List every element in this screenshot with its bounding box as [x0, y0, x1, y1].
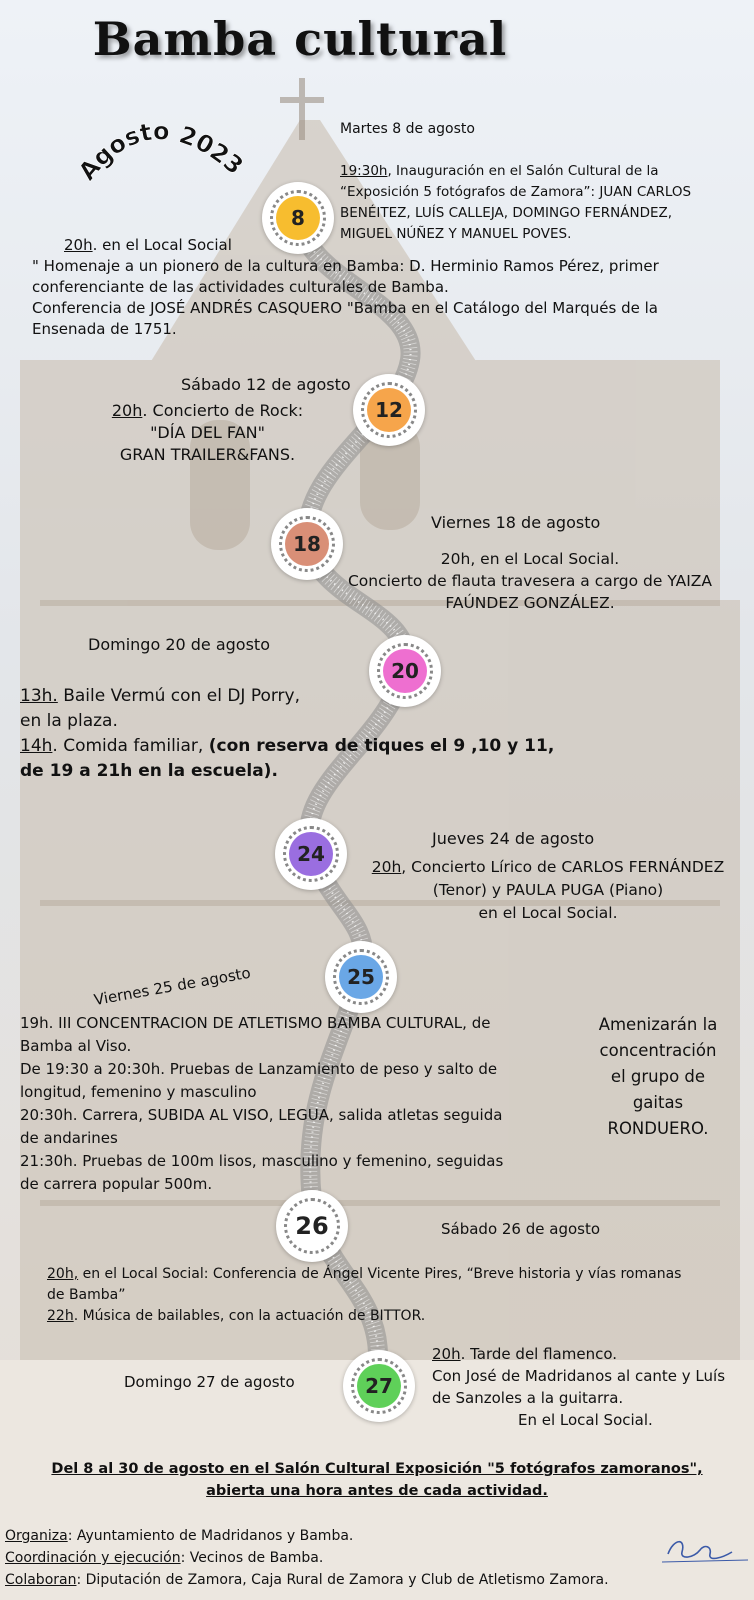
side-line: RONDUERO.	[607, 1119, 709, 1138]
event-12-line2: "DÍA DEL FAN"	[150, 423, 265, 442]
day-badge-26	[276, 1190, 348, 1262]
organizer-value: : Ayuntamiento de Madridanos y Bamba.	[67, 1528, 354, 1544]
event-24-line1: , Concierto Lírico de CARLOS FERNÁNDEZ	[401, 858, 725, 876]
event-18-line1: 20h, en el Local Social.	[440, 550, 620, 568]
event-24-date: Jueves 24 de agosto	[432, 829, 595, 848]
event-27-details	[432, 1343, 752, 1431]
event-8-details	[340, 161, 691, 245]
event-25-line: 19h. III CONCENTRACION DE ATLETISMO BAMBA CULTURAL, de	[20, 1014, 491, 1032]
event-25-line: 21:30h. Pruebas de 100m lisos, masculino y femenino, seguidas	[20, 1152, 504, 1170]
day-number: 18	[285, 522, 329, 566]
event-25-line: De 19:30 a 20:30h. Pruebas de Lanzamiento de peso y salto de	[20, 1060, 498, 1078]
event-26-time2: 22h	[47, 1308, 74, 1324]
day-badge-8	[262, 182, 334, 254]
event-20-line3b: (con reserva de tiques el 9 ,10 y 11,	[208, 736, 555, 756]
event-20-time2: 14h	[20, 736, 53, 756]
month-label	[70, 92, 250, 202]
event-8-place2: . en el Local Social	[92, 236, 232, 254]
day-badge-25	[325, 941, 397, 1013]
coordination-label: Coordinación y ejecución	[5, 1550, 181, 1566]
event-27-time: 20h	[432, 1345, 461, 1363]
event-24-line2: (Tenor) y PAULA PUGA (Piano)	[432, 881, 664, 899]
event-8-desc1: , Inauguración en el Salón Cultural de la	[387, 163, 659, 179]
event-24-details	[352, 856, 744, 925]
event-20-line2: en la plaza.	[20, 711, 118, 731]
side-line: el grupo de	[610, 1067, 706, 1086]
event-20-date: Domingo 20 de agosto	[88, 635, 270, 654]
event-12-time: 20h	[111, 401, 143, 420]
event-8-line4: Ensenada de 1751.	[32, 320, 177, 338]
event-27-date: Domingo 27 de agosto	[124, 1373, 295, 1391]
event-25-line: longitud, femenino y masculino	[20, 1083, 257, 1101]
credits	[5, 1525, 750, 1591]
event-20-line4: de 19 a 21h en la escuela).	[20, 761, 278, 781]
coordination-value: : Vecinos de Bamba.	[180, 1550, 324, 1566]
collaborators-value: : Diputación de Zamora, Caja Rural de Zamora y Club de Atletismo Zamora.	[76, 1572, 609, 1588]
event-24-line3: en el Local Social.	[478, 904, 618, 922]
event-8-date: Martes 8 de agosto	[340, 121, 475, 137]
event-26-date: Sábado 26 de agosto	[441, 1220, 601, 1238]
event-20-details	[20, 684, 554, 784]
event-8-line3: Conferencia de JOSÉ ANDRÉS CASQUERO "Bamba en el Catálogo del Marqués de la	[32, 299, 659, 317]
event-8-desc4: MIGUEL NÚÑEZ Y MANUEL POVES.	[340, 226, 572, 242]
side-line: gaitas	[632, 1093, 684, 1112]
day-number: 12	[367, 388, 411, 432]
event-20-line3: . Comida familiar,	[52, 736, 209, 756]
day-badge-27	[343, 1350, 415, 1422]
event-25-details	[20, 1012, 575, 1196]
event-25-date: Viernes 25 de agosto	[92, 963, 252, 1010]
day-number: 8	[276, 196, 320, 240]
event-26-details	[47, 1264, 747, 1327]
event-20-line1: Baile Vermú con el DJ Porry,	[57, 686, 301, 706]
day-number: 25	[339, 955, 383, 999]
day-number: 20	[383, 649, 427, 693]
event-25-line: 20:30h. Carrera, SUBIDA AL VISO, LEGUA, salida atletas seguida	[20, 1106, 503, 1124]
event-26-line1: en el Local Social: Conferencia de Ángel Vicente Pires, “Breve historia y vías romanas	[78, 1266, 682, 1282]
side-line: concentración	[599, 1041, 717, 1060]
event-12-line3: GRAN TRAILER&FANS.	[119, 445, 296, 464]
event-8-line1: " Homenaje a un pionero de la cultura en Bamba: D. Herminio Ramos Pérez, primer	[32, 257, 659, 275]
event-18-details	[330, 548, 730, 614]
day-number: 26	[290, 1204, 334, 1248]
event-8-time2-row	[64, 235, 232, 256]
event-18-date: Viernes 18 de agosto	[431, 513, 601, 532]
exhibition-line2: abierta una hora antes de cada actividad.	[206, 1483, 548, 1499]
event-27-line1: . Tarde del flamenco.	[460, 1345, 618, 1363]
event-27-line4: En el Local Social.	[518, 1411, 653, 1429]
event-8-desc3: BENÉITEZ, LUÍS CALLEJA, DOMINGO FERNÁNDEZ,	[340, 205, 673, 221]
signature-mark	[660, 1532, 750, 1568]
event-24-time: 20h	[371, 858, 402, 876]
event-20-time1: 13h.	[20, 686, 58, 706]
event-26-line2: de Bamba”	[47, 1287, 126, 1303]
event-27-line2: Con José de Madridanos al cante y Luís	[432, 1367, 726, 1385]
event-26-time1: 20h,	[47, 1266, 79, 1282]
event-12-details	[90, 400, 325, 466]
event-18-line2: Concierto de flauta travesera a cargo de YAIZA	[347, 572, 713, 590]
event-8-time1: 19:30h	[340, 163, 388, 179]
event-12-date: Sábado 12 de agosto	[181, 375, 351, 394]
organizer-label: Organiza	[5, 1528, 68, 1544]
event-25-line: de andarines	[20, 1129, 118, 1147]
event-18-line3: FAÚNDEZ GONZÁLEZ.	[445, 594, 615, 612]
event-25-line: Bamba al Viso.	[20, 1037, 132, 1055]
collaborators-label: Colaboran	[5, 1572, 77, 1588]
event-26-line3: . Música de bailables, con la actuación de BITTOR.	[73, 1308, 426, 1324]
event-27-line3: de Sanzoles a la guitarra.	[432, 1389, 624, 1407]
day-badge-24	[275, 818, 347, 890]
event-8-desc2: “Exposición 5 fotógrafos de Zamora”: JUAN CARLOS	[340, 184, 692, 200]
svg-text:Agosto 2023	[73, 117, 249, 185]
day-number: 27	[357, 1364, 401, 1408]
day-number: 24	[289, 832, 333, 876]
event-8-time2: 20h	[64, 236, 93, 254]
day-badge-12	[353, 374, 425, 446]
event-8-homage	[32, 256, 732, 340]
event-25-line: de carrera popular 500m.	[20, 1175, 213, 1193]
side-line: Amenizarán la	[598, 1015, 718, 1034]
event-8-line2: conferenciante de las actividades culturales de Bamba.	[32, 278, 449, 296]
page-title: Bamba cultural	[92, 12, 508, 66]
event-12-line1: . Concierto de Rock:	[142, 401, 304, 420]
month-text: Agosto 2023	[72, 117, 249, 186]
exhibition-line1: Del 8 al 30 de agosto en el Salón Cultural Exposición "5 fotógrafos zamoranos",	[51, 1461, 703, 1477]
event-25-side-note	[580, 1012, 736, 1142]
exhibition-notice	[0, 1458, 754, 1502]
